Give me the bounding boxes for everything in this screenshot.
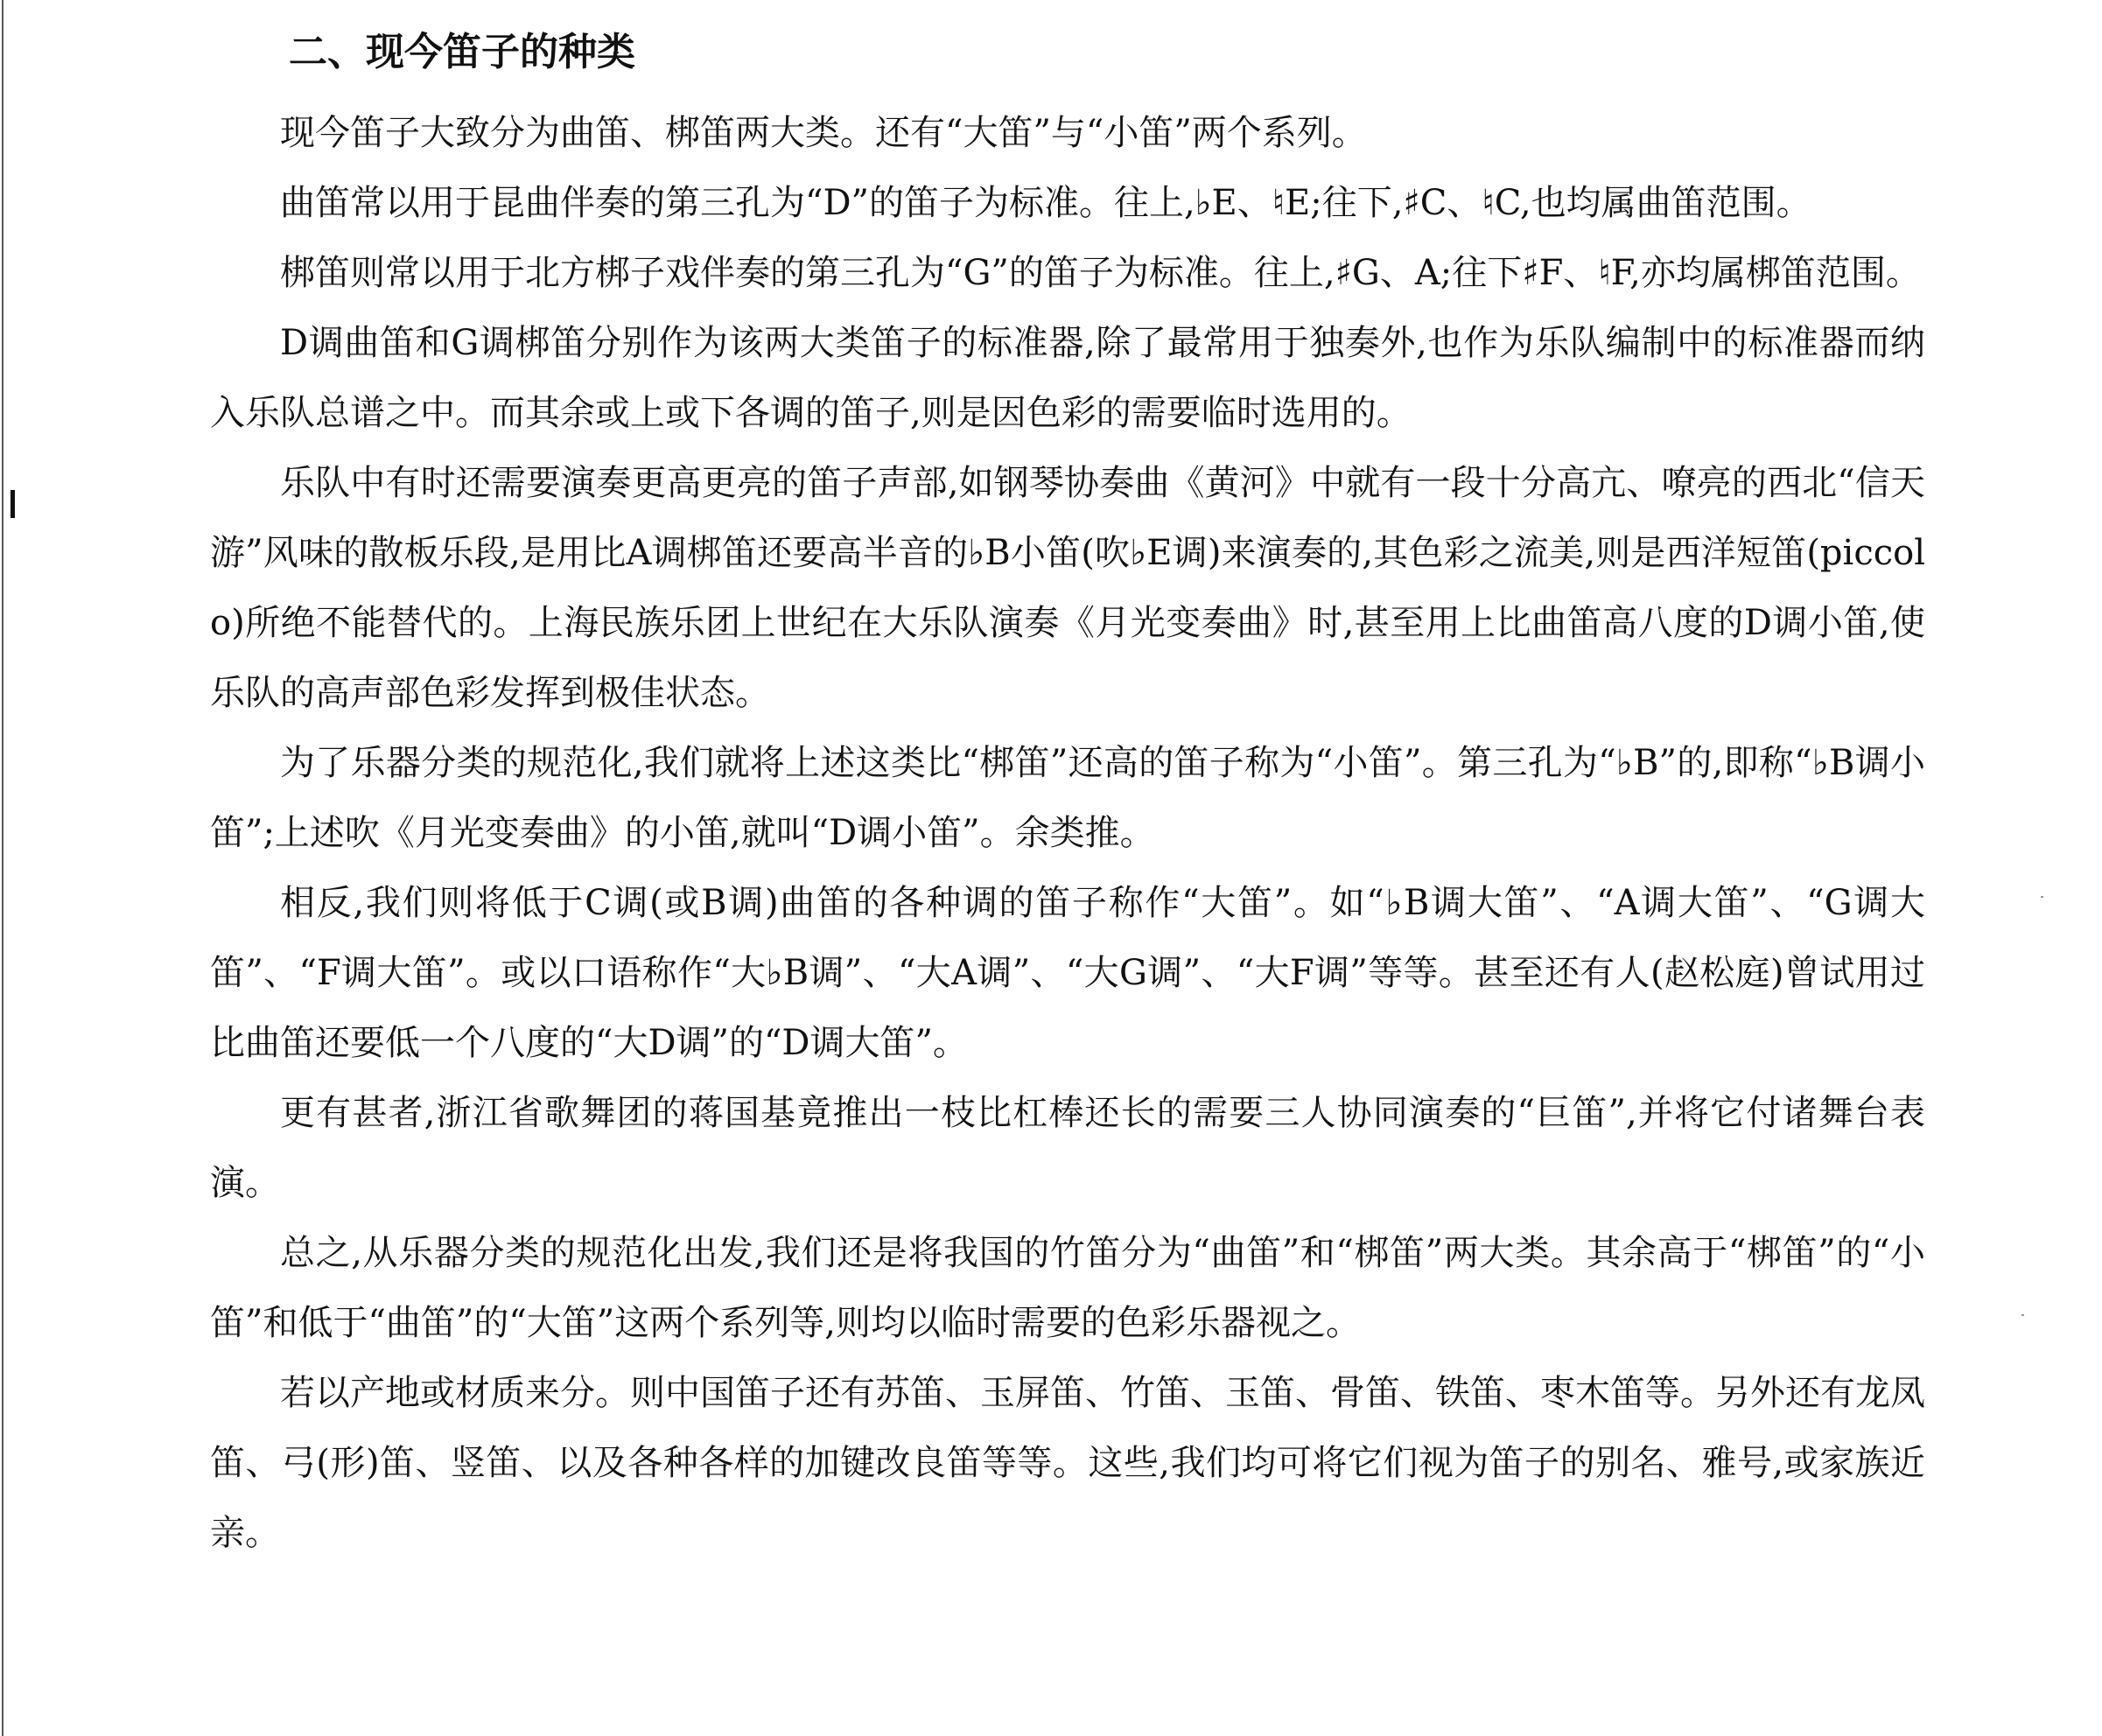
paragraph-5: 乐队中有时还需要演奏更高更亮的笛子声部,如钢琴协奏曲《黄河》中就有一段十分高亢、嘹亮的西北“信天游”风味的散板乐段,是用比A调梆笛还要高半音的♭B小笛(吹♭E调)来演奏的,其色彩之流美,则是西洋短笛(piccolo)所绝不能替代的。上海民族乐团上世纪在大乐队演奏《月光变奏曲》时,甚至用上比曲笛高八度的D调小笛,使乐队的高声部色彩发挥到极佳状态。	[210, 463, 1925, 713]
paragraph-8: 更有甚者,浙江省歌舞团的蒋国基竟推出一枝比杠棒还长的需要三人协同演奏的“巨笛”,并将它付诸舞台表演。	[210, 1093, 1925, 1203]
document-body	[210, 24, 1925, 1568]
scan-speck	[2041, 896, 2043, 898]
paragraph-1: 现今笛子大致分为曲笛、梆笛两大类。还有“大笛”与“小笛”两个系列。	[280, 113, 1367, 153]
scan-speck	[2021, 1314, 2024, 1316]
page-margin-mark	[11, 490, 15, 518]
paragraph-10: 若以产地或材质来分。则中国笛子还有苏笛、玉屏笛、竹笛、玉笛、骨笛、铁笛、枣木笛等。另外还有龙凤笛、弓(形)笛、竖笛、以及各种各样的加键改良笛等等。这些,我们均可将它们视为笛子的别名、雅号,或家族近亲。	[210, 1373, 1925, 1553]
section-heading: 二、现今笛子的种类	[289, 30, 635, 74]
paragraph-4: D调曲笛和G调梆笛分别作为该两大类笛子的标准器,除了最常用于独奏外,也作为乐队编制中的标准器而纳入乐队总谱之中。而其余或上或下各调的笛子,则是因色彩的需要临时选用的。	[210, 323, 1925, 433]
paragraph-9: 总之,从乐器分类的规范化出发,我们还是将我国的竹笛分为“曲笛”和“梆笛”两大类。其余高于“梆笛”的“小笛”和低于“曲笛”的“大笛”这两个系列等,则均以临时需要的色彩乐器视之。	[210, 1233, 1925, 1343]
page-edge-line	[2, 0, 4, 1736]
paragraph-7: 相反,我们则将低于C调(或B调)曲笛的各种调的笛子称作“大笛”。如“♭B调大笛”、“A调大笛”、“G调大笛”、“F调大笛”。或以口语称作“大♭B调”、“大A调”、“大G调”、“大F调”等等。甚至还有人(赵松庭)曾试用过比曲笛还要低一个八度的“大D调”的“D调大笛”。	[210, 883, 1925, 1063]
paragraph-3: 梆笛则常以用于北方梆子戏伴奏的第三孔为“G”的笛子为标准。往上,♯G、A;往下♯F、♮F,亦均属梆笛范围。	[280, 253, 1921, 293]
paragraph-6: 为了乐器分类的规范化,我们就将上述这类比“梆笛”还高的笛子称为“小笛”。第三孔为“♭B”的,即称“♭B调小笛”;上述吹《月光变奏曲》的小笛,就叫“D调小笛”。余类推。	[210, 743, 1925, 853]
paragraph-2: 曲笛常以用于昆曲伴奏的第三孔为“D”的笛子为标准。往上,♭E、♮E;往下,♯C、♮C,也均属曲笛范围。	[280, 183, 1811, 223]
